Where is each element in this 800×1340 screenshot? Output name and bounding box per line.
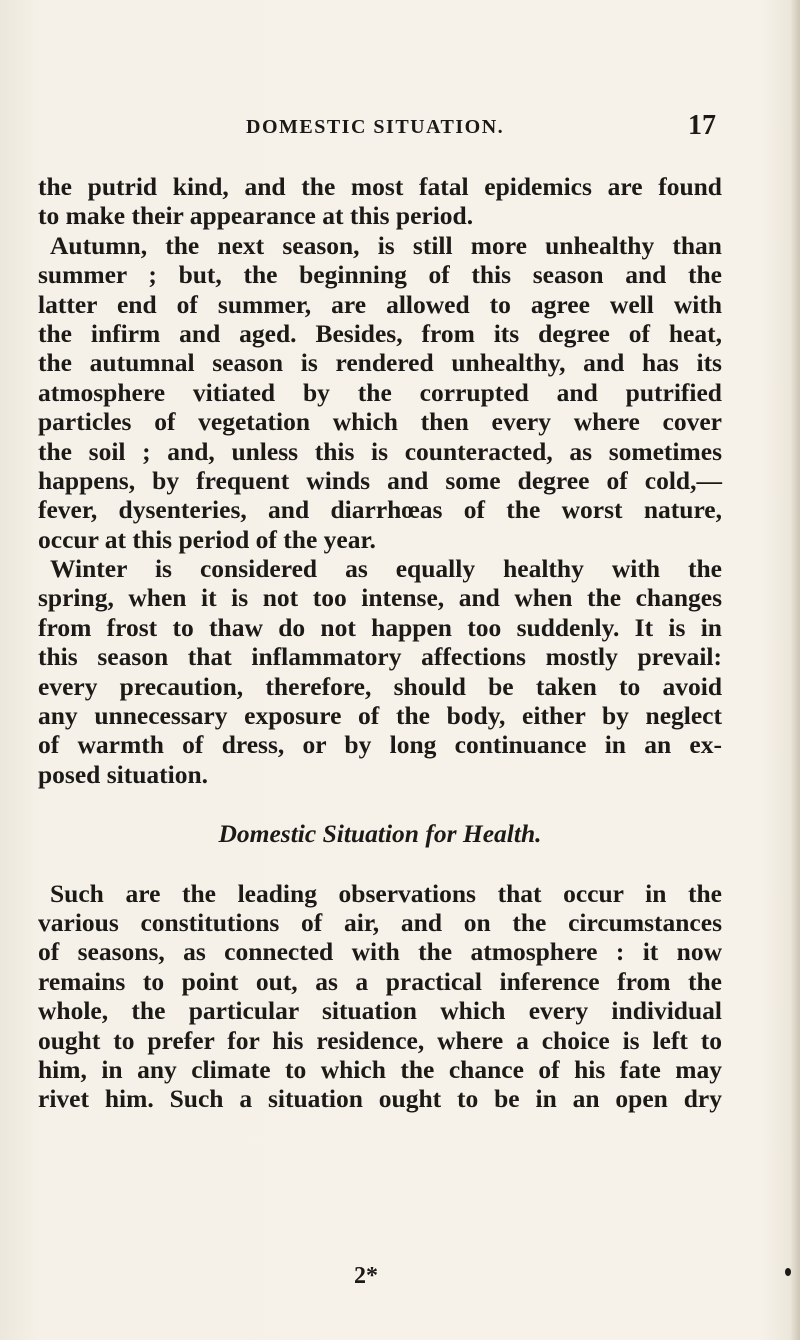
text-line: any unnecessary exposure of the body, either by neglect (38, 701, 722, 731)
signature-mark: 2* (354, 1263, 378, 1289)
text-line: particles of vegetation which then every where cover (38, 407, 722, 437)
text-line: ought to prefer for his residence, where a choice is left to (38, 1025, 722, 1055)
text-line: from frost to thaw do not happen too suddenly. It is in (38, 612, 722, 642)
text-line: to make their appearance at this period. (38, 201, 474, 231)
text-line: the infirm and aged. Besides, from its degree of heat, (38, 318, 722, 348)
page-number: 17 (688, 110, 716, 141)
body-text (38, 172, 722, 1114)
margin-dot (785, 1268, 791, 1276)
text-line: Autumn, the next season, is still more unhealthy than (50, 230, 722, 260)
text-line: Such are the leading observations that occur in the (50, 878, 722, 908)
text-line: of seasons, as connected with the atmosphere : it now (38, 937, 722, 967)
text-line: the putrid kind, and the most fatal epidemics are found (38, 172, 722, 201)
text-line: every precaution, therefore, should be taken to avoid (38, 671, 722, 701)
text-line: remains to point out, as a practical inference from the (38, 966, 722, 996)
text-line: atmosphere vitiated by the corrupted and putrified (38, 377, 722, 407)
text-line: him, in any climate to which the chance of his fate may (38, 1054, 722, 1084)
text-line: posed situation. (38, 759, 209, 789)
text-line: occur at this period of the year. (38, 524, 376, 554)
text-line: Winter is considered as equally healthy with the (50, 554, 722, 584)
text-line: happens, by frequent winds and some degree of cold,— (38, 465, 722, 495)
page-edge-shadow (790, 0, 800, 1340)
section-heading: Domestic Situation for Health. (218, 819, 542, 849)
running-head (36, 110, 716, 146)
text-line: the autumnal season is rendered unhealthy, and has its (38, 348, 722, 378)
text-line: the soil ; and, unless this is counteracted, as sometimes (38, 436, 722, 466)
text-line: whole, the particular situation which every individual (38, 996, 722, 1026)
text-line: this season that inflammatory affections mostly prevail: (38, 642, 722, 672)
text-line: latter end of summer, are allowed to agree well with (38, 289, 722, 319)
text-line: fever, dysenteries, and diarrhœas of the worst nature, (38, 495, 722, 525)
text-line: spring, when it is not too intense, and when the changes (38, 583, 722, 613)
text-line: summer ; but, the beginning of this season and the (38, 260, 722, 290)
text-line: of warmth of dress, or by long continuance in an ex- (38, 730, 722, 760)
text-line: rivet him. Such a situation ought to be in an open dry (38, 1084, 722, 1114)
running-head-title: DOMESTIC SITUATION. (246, 116, 505, 138)
text-line: various constitutions of air, and on the circumstances (38, 907, 722, 937)
